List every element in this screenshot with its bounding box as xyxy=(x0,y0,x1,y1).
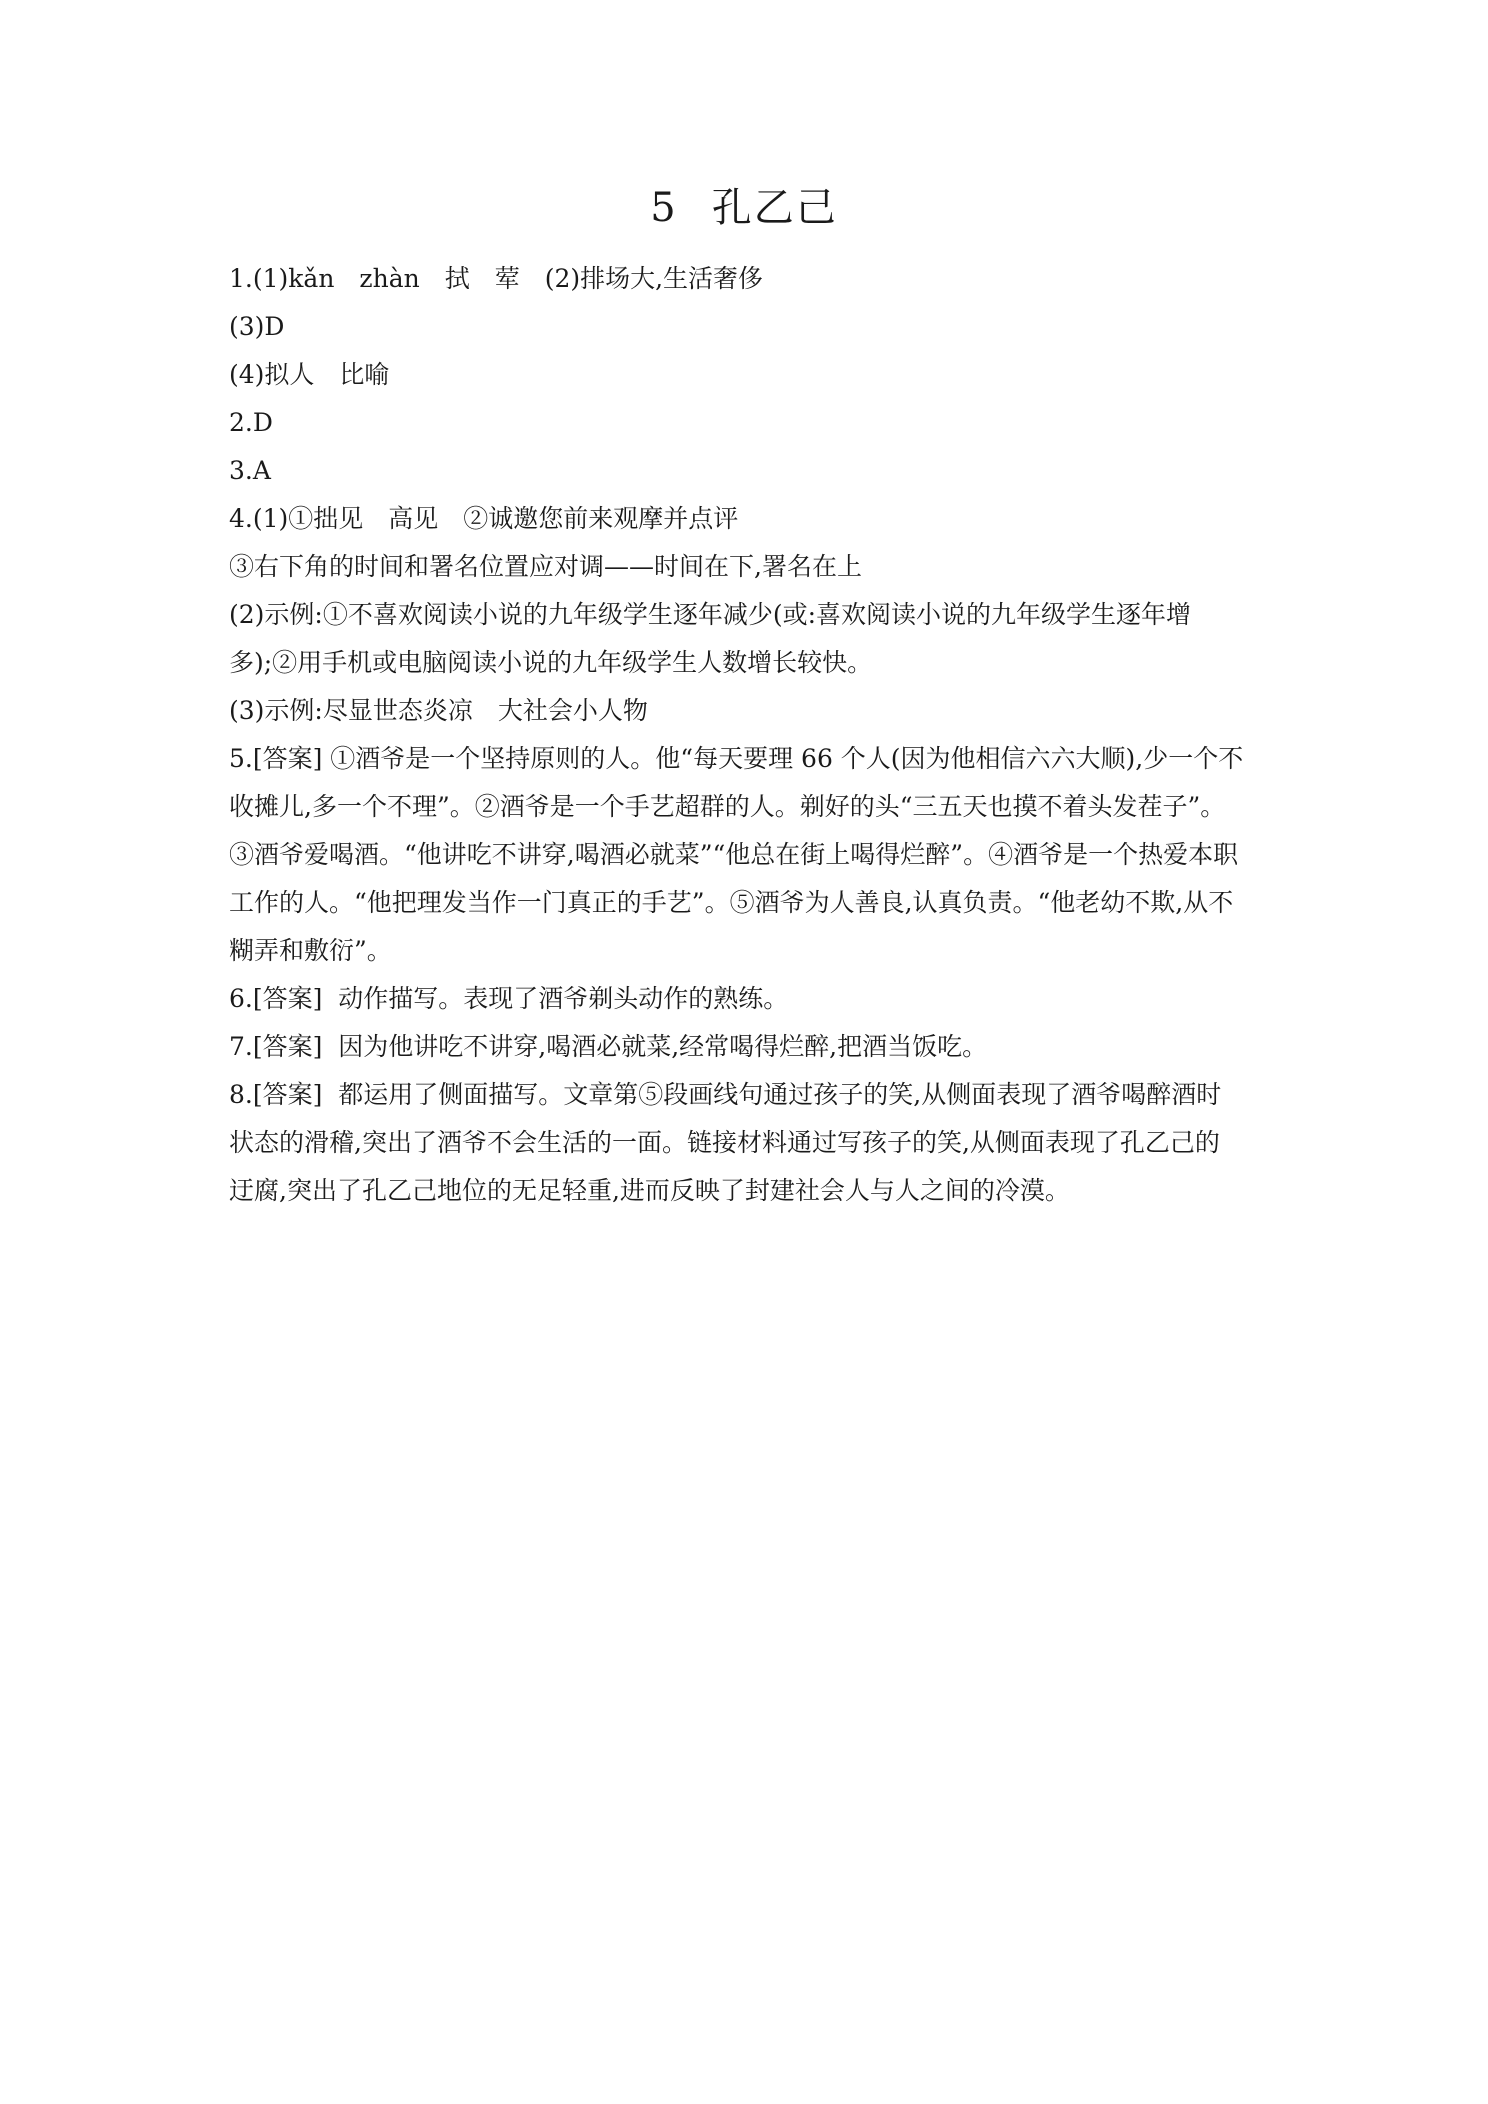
answer-line: 5.[答案] ①酒爷是一个坚持原则的人。他“每天要理 66 个人(因为他相信六六大顺),少一个不 xyxy=(229,744,1244,773)
answer-line: 2.D xyxy=(229,408,273,437)
lesson-number: 5 xyxy=(650,185,678,231)
answer-line: 状态的滑稽,突出了酒爷不会生活的一面。链接材料通过写孩子的笑,从侧面表现了孔乙己的 xyxy=(229,1128,1220,1157)
answer-line: (3)示例:尽显世态炎凉 大社会小人物 xyxy=(229,696,648,725)
answer-line: 糊弄和敷衍”。 xyxy=(229,936,392,965)
answer-line: 6.[答案] 动作描写。表现了酒爷剃头动作的熟练。 xyxy=(229,984,789,1013)
answer-line: 收摊儿,多一个不理”。②酒爷是一个手艺超群的人。剃好的头“三五天也摸不着头发茬子”。 xyxy=(229,792,1226,821)
answer-line: 工作的人。“他把理发当作一门真正的手艺”。⑤酒爷为人善良,认真负责。“他老幼不欺,从不 xyxy=(229,888,1234,917)
answer-line: 8.[答案] 都运用了侧面描写。文章第⑤段画线句通过孩子的笑,从侧面表现了酒爷喝醉酒时 xyxy=(229,1080,1222,1109)
lesson-title: 孔乙己 xyxy=(711,185,838,231)
answer-line: ③右下角的时间和署名位置应对调——时间在下,署名在上 xyxy=(229,552,862,581)
answer-line: 3.A xyxy=(229,456,271,485)
answer-line: 迂腐,突出了孔乙己地位的无足轻重,进而反映了封建社会人与人之间的冷漠。 xyxy=(229,1176,1070,1205)
answer-line: (3)D xyxy=(229,312,285,341)
answer-line: (2)示例:①不喜欢阅读小说的九年级学生逐年减少(或:喜欢阅读小说的九年级学生逐年增 xyxy=(229,600,1192,629)
answer-line: ③酒爷爱喝酒。“他讲吃不讲穿,喝酒必就菜”“他总在街上喝得烂醉”。④酒爷是一个热爱本职 xyxy=(229,840,1239,869)
answer-line: 4.(1)①拙见 高见 ②诚邀您前来观摩并点评 xyxy=(229,504,739,533)
answer-line: 1.(1)kǎn zhàn 拭 荤 (2)排场大,生活奢侈 xyxy=(229,264,764,293)
answer-line: (4)拟人 比喻 xyxy=(229,360,390,389)
answer-line: 7.[答案] 因为他讲吃不讲穿,喝酒必就菜,经常喝得烂醉,把酒当饭吃。 xyxy=(229,1032,988,1061)
answer-line: 多);②用手机或电脑阅读小说的九年级学生人数增长较快。 xyxy=(229,648,873,677)
answer-content xyxy=(229,255,1274,1215)
page-title xyxy=(0,180,1488,236)
